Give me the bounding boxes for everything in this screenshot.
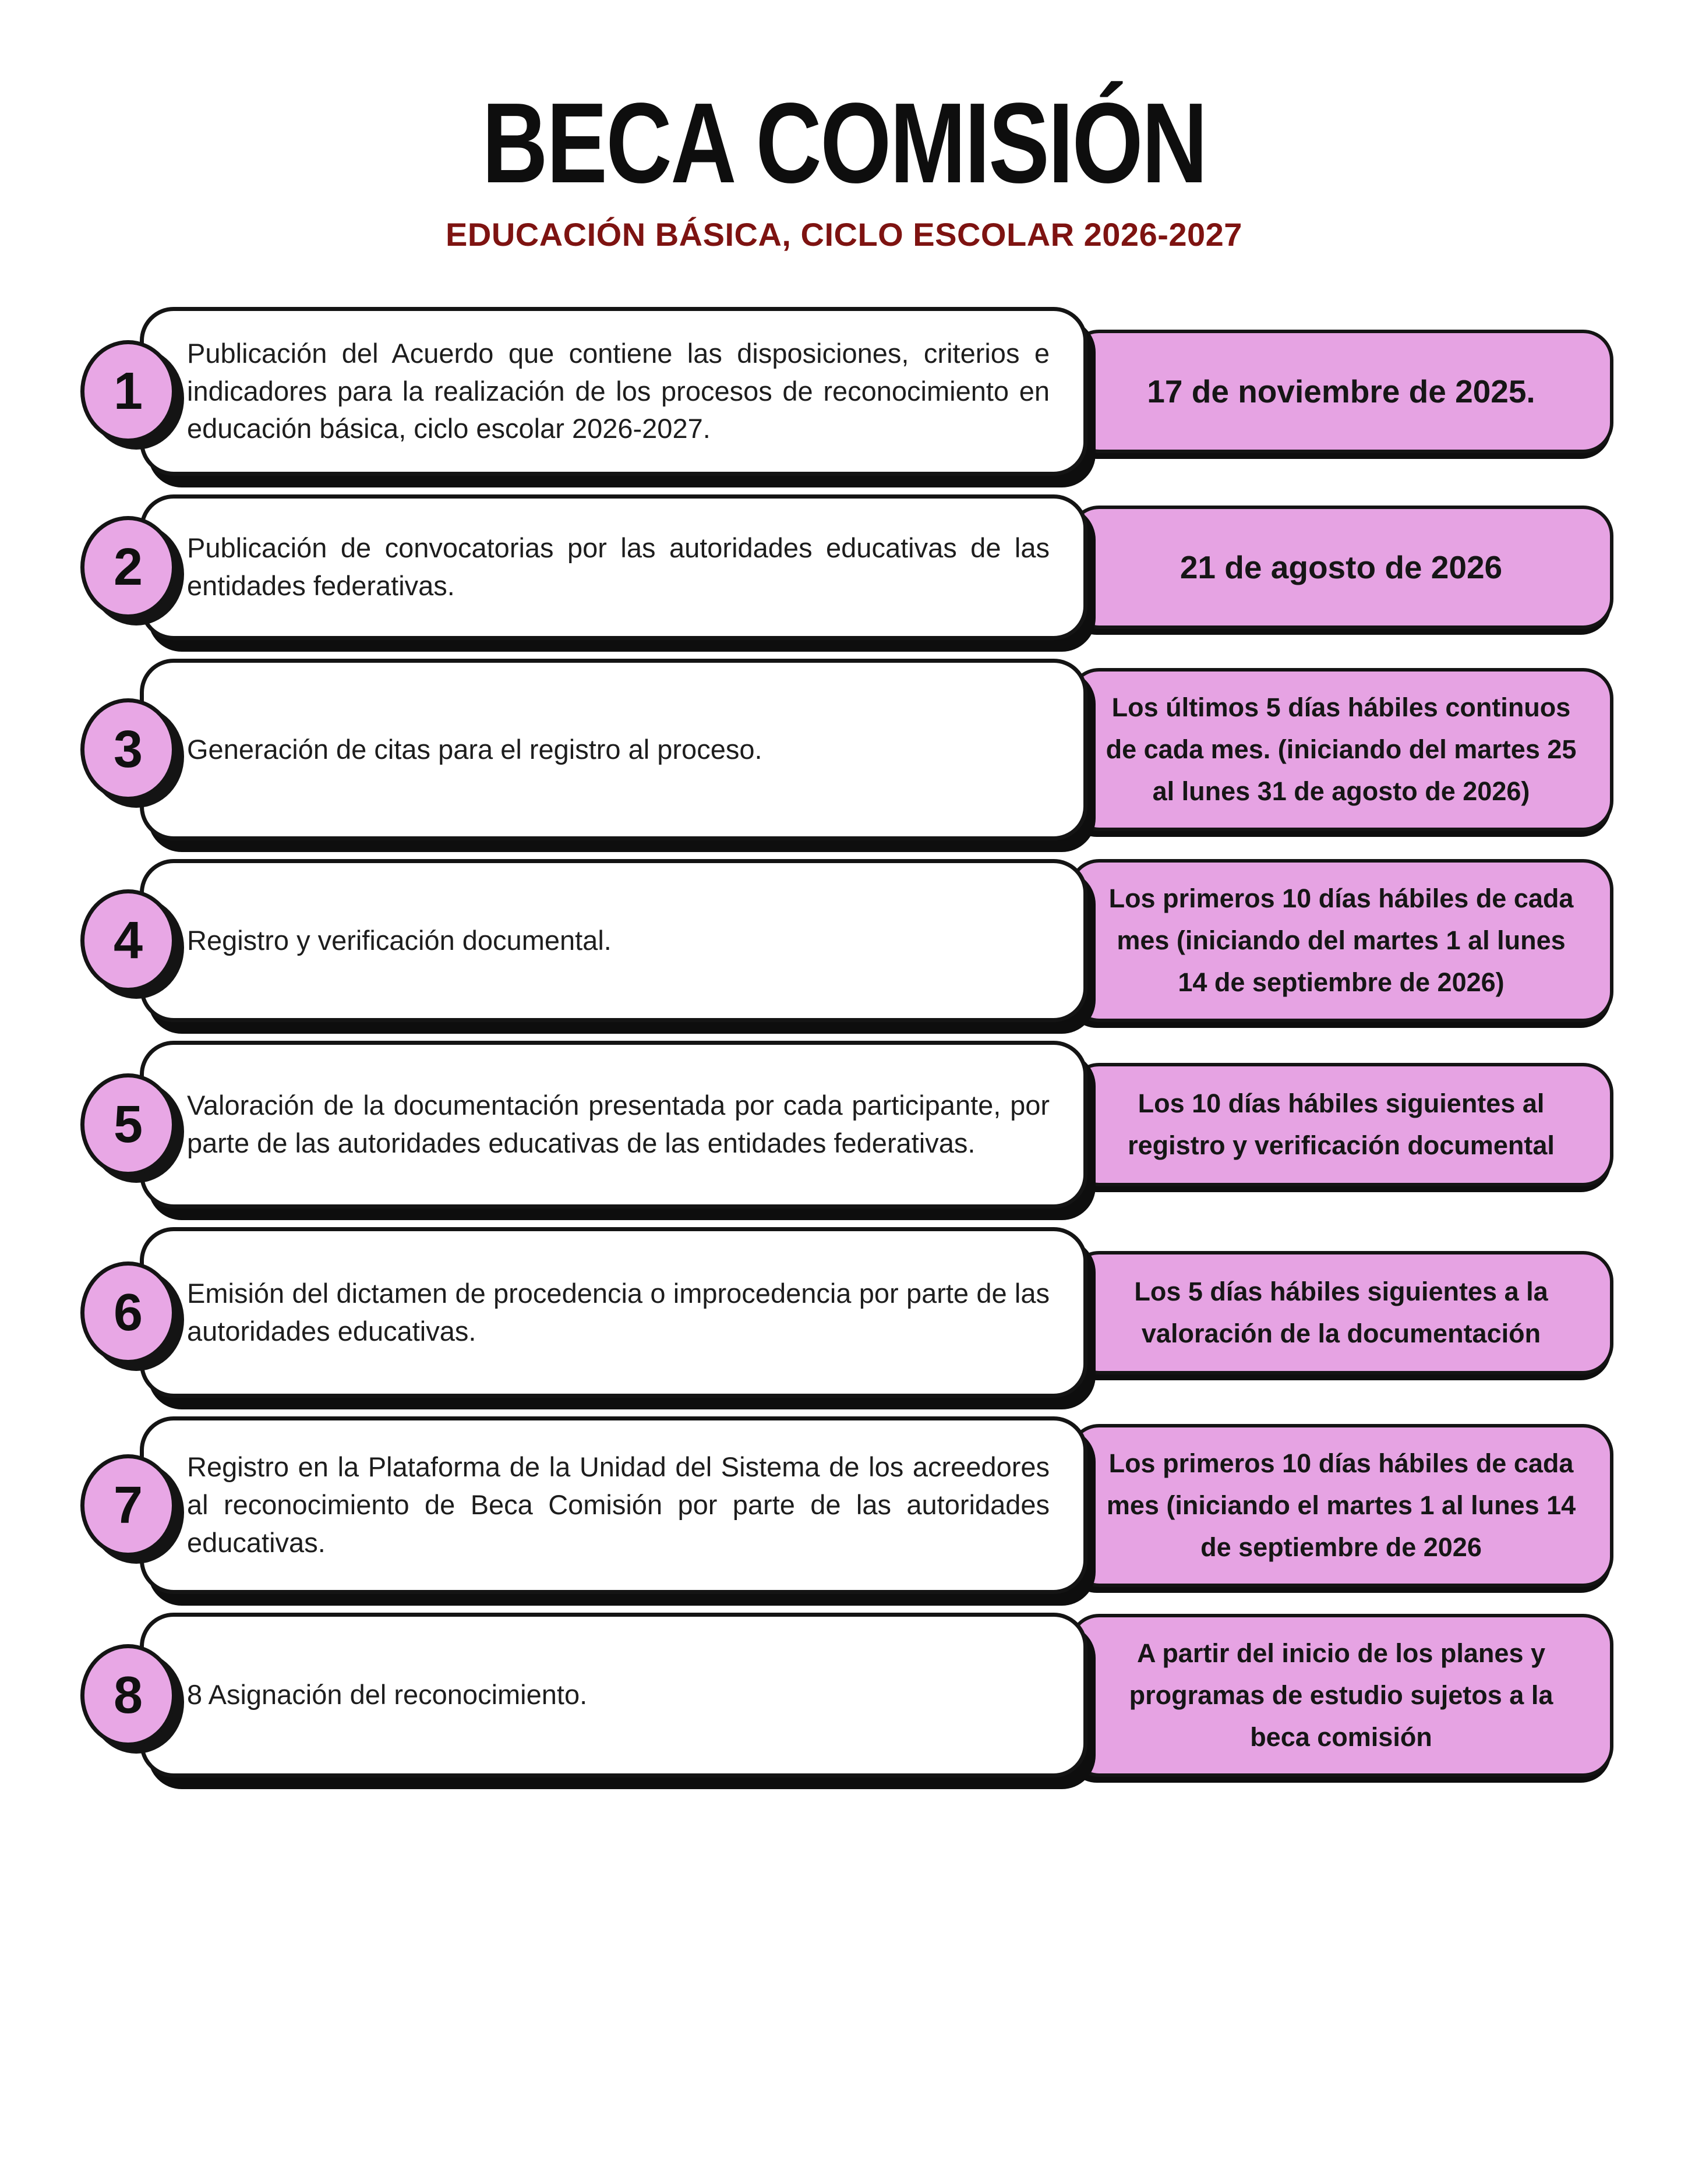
step-row-1	[0, 307, 1688, 476]
step-row-4	[0, 859, 1688, 1022]
step-1-timing: 17 de noviembre de 2025.	[1147, 373, 1535, 409]
step-row-5	[0, 1041, 1688, 1208]
header	[0, 0, 1688, 253]
step-2-description: Publicación de convocatorias por las autoridades educativas de las entidades federativas.	[187, 532, 1050, 601]
step-7-timing: Los primeros 10 días hábiles de cada mes (iniciando el martes 1 al lunes 14 de septiembre de 2026	[1106, 1448, 1576, 1562]
step-7-description: Registro en la Plataforma de la Unidad del Sistema de los acreedores al reconocimiento de Beca Comisión por parte de las autoridades educativas.	[187, 1451, 1050, 1558]
step-6-description: Emisión del dictamen de procedencia o improcedencia por parte de las autoridades educativas.	[187, 1277, 1050, 1347]
step-row-3	[0, 659, 1688, 840]
step-3-description-card	[140, 659, 1087, 840]
timeline-steps	[0, 307, 1688, 1777]
page-title-wrap	[0, 79, 1688, 207]
step-8-number: 8	[113, 1666, 143, 1724]
step-2-number: 2	[113, 538, 143, 596]
step-row-2	[0, 494, 1688, 640]
step-row-7	[0, 1416, 1688, 1594]
step-2-timing-card	[1069, 506, 1613, 629]
page-subtitle: EDUCACIÓN BÁSICA, CICLO ESCOLAR 2026-2027	[446, 216, 1242, 253]
step-8-description: 8 Asignación del reconocimiento.	[187, 1679, 588, 1711]
step-7-number: 7	[113, 1476, 143, 1535]
step-1-number-badge	[80, 340, 176, 443]
step-4-timing: Los primeros 10 días hábiles de cada mes (iniciando del martes 1 al lunes 14 de septiembre de 2026)	[1108, 884, 1574, 997]
step-3-timing: Los últimos 5 días hábiles continuos de cada mes. (iniciando del martes 25 al lunes 31 de agosto de 2026)	[1106, 692, 1577, 806]
step-5-description-card	[140, 1041, 1087, 1208]
step-3-description: Generación de citas para el registro al proceso.	[187, 733, 762, 765]
step-6-timing: Los 5 días hábiles siguientes a la valoración de la documentación	[1134, 1276, 1548, 1348]
step-row-6	[0, 1227, 1688, 1398]
step-6-number: 6	[113, 1283, 143, 1342]
step-1-description: Publicación del Acuerdo que contiene las disposiciones, criterios e indicadores para la realización de los procesos de reconocimiento en educación básica, ciclo escolar 2026-2027.	[187, 337, 1050, 444]
step-3-number: 3	[113, 720, 143, 779]
step-8-timing: A partir del inicio de los planes y programas de estudio sujetos a la beca comisión	[1129, 1638, 1553, 1752]
step-1-timing-card	[1069, 330, 1613, 453]
step-6-number-badge	[80, 1261, 176, 1364]
step-8-timing-card	[1069, 1614, 1613, 1777]
step-4-description-card	[140, 859, 1087, 1022]
step-3-number-badge	[80, 698, 176, 801]
step-5-description: Valoración de la documentación presentada por cada participante, por parte de las autoridades educativas de las entidades federativas.	[187, 1090, 1050, 1158]
step-4-timing-card	[1069, 859, 1613, 1022]
step-7-timing-card	[1069, 1424, 1613, 1587]
step-5-number: 5	[113, 1095, 143, 1154]
step-4-number: 4	[113, 911, 143, 970]
step-row-8	[0, 1613, 1688, 1777]
step-5-timing: Los 10 días hábiles siguientes al registro y verificación documental	[1128, 1089, 1555, 1160]
step-4-description: Registro y verificación documental.	[187, 924, 612, 956]
step-2-timing: 21 de agosto de 2026	[1180, 549, 1503, 585]
step-7-description-card	[140, 1416, 1087, 1594]
step-5-number-badge	[80, 1073, 176, 1176]
step-2-description-card	[140, 494, 1087, 640]
step-1-description-card	[140, 307, 1087, 476]
step-4-number-badge	[80, 889, 176, 992]
page-title: BECA COMISIÓN	[482, 79, 1206, 207]
step-2-number-badge	[80, 516, 176, 619]
step-3-timing-card	[1069, 668, 1613, 831]
step-7-number-badge	[80, 1454, 176, 1557]
step-8-number-badge	[80, 1644, 176, 1747]
step-1-number: 1	[113, 362, 143, 420]
step-6-description-card	[140, 1227, 1087, 1398]
step-5-timing-card	[1069, 1063, 1613, 1186]
step-8-description-card	[140, 1613, 1087, 1777]
step-6-timing-card	[1069, 1251, 1613, 1374]
